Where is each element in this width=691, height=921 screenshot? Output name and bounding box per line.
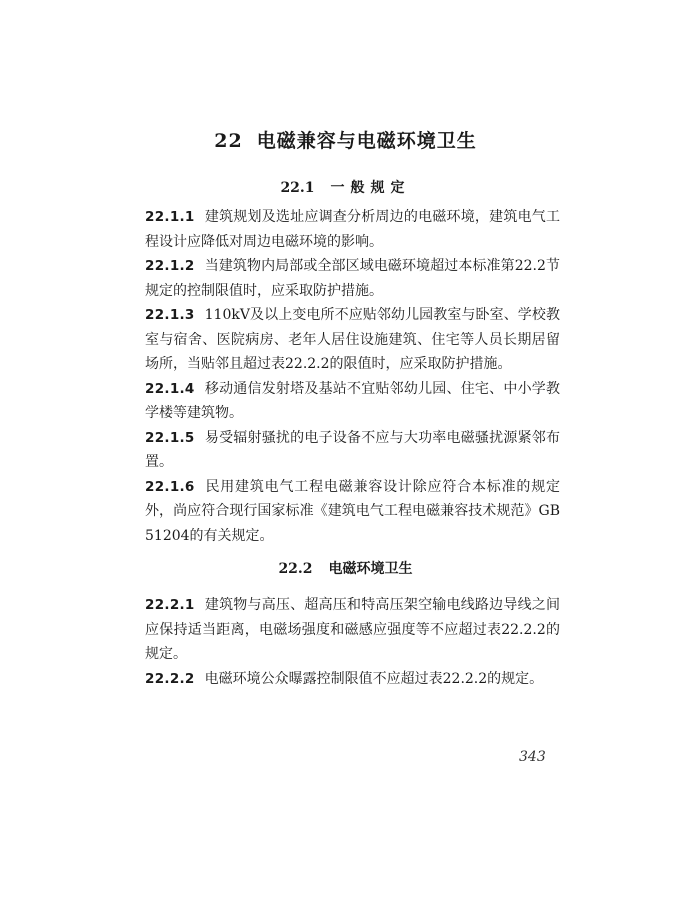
clause-22-1-6 — [145, 475, 560, 549]
clause-number: 22.1.3 — [145, 307, 195, 323]
clause-number: 22.2.1 — [145, 597, 195, 613]
clause-22-2-2 — [145, 667, 560, 692]
clause-number: 22.1.6 — [145, 478, 195, 495]
section-title-text: 一般规定 — [330, 180, 411, 196]
section-22-1-body — [145, 205, 560, 548]
section-22-2-body — [145, 593, 560, 691]
clause-number: 22.1.2 — [145, 258, 195, 274]
clause-22-1-2 — [145, 254, 560, 303]
clause-number: 22.1.4 — [145, 380, 195, 397]
section-heading-22-1 — [0, 177, 691, 197]
chapter-title-text: 电磁兼容与电磁环境卫生 — [256, 130, 477, 152]
clause-number: 22.1.5 — [145, 429, 195, 446]
page-number: 343 — [519, 749, 546, 765]
clause-text: 民用建筑电气工程电磁兼容设计除应符合本标准的规定外，尚应符合现行国家标准《建筑电气工程电磁兼容技术规范》GB 51204的有关规定。 — [145, 478, 560, 544]
section-number: 22.2 — [278, 561, 313, 577]
clause-22-1-5 — [145, 426, 560, 475]
clause-number: 22.1.1 — [145, 209, 195, 225]
clause-text: 易受辐射骚扰的电子设备不应与大功率电磁骚扰源紧邻布置。 — [145, 429, 560, 470]
clause-22-1-4 — [145, 377, 560, 426]
clause-number: 22.2.2 — [145, 670, 195, 687]
clause-22-1-1 — [145, 205, 560, 254]
chapter-number: 22 — [214, 130, 243, 152]
section-number: 22.1 — [280, 180, 315, 196]
clause-text: 110kV及以上变电所不应贴邻幼儿园教室与卧室、学校教室与宿舍、医院病房、老年人居住设施建筑、住宅等人员长期居留场所，当贴邻且超过表22.2.2的限值时，应采取防护措施。 — [145, 307, 560, 372]
section-heading-22-2 — [0, 558, 691, 578]
section-title-text: 电磁环境卫生 — [328, 561, 413, 577]
clause-text: 移动通信发射塔及基站不宜贴邻幼儿园、住宅、中小学教学楼等建筑物。 — [145, 380, 560, 421]
clause-text: 建筑规划及选址应调查分析周边的电磁环境，建筑电气工程设计应降低对周边电磁环境的影响。 — [145, 209, 560, 250]
clause-22-2-1 — [145, 593, 560, 667]
clause-22-1-3 — [145, 303, 560, 377]
clause-text: 当建筑物内局部或全部区域电磁环境超过本标准第22.2节规定的控制限值时，应采取防护措施。 — [145, 258, 560, 299]
chapter-title — [0, 126, 691, 153]
clause-text: 建筑物与高压、超高压和特高压架空输电线路边导线之间应保持适当距离，电磁场强度和磁感应强度等不应超过表22.2.2的规定。 — [145, 597, 560, 662]
clause-text: 电磁环境公众曝露控制限值不应超过表22.2.2的规定。 — [204, 670, 544, 687]
